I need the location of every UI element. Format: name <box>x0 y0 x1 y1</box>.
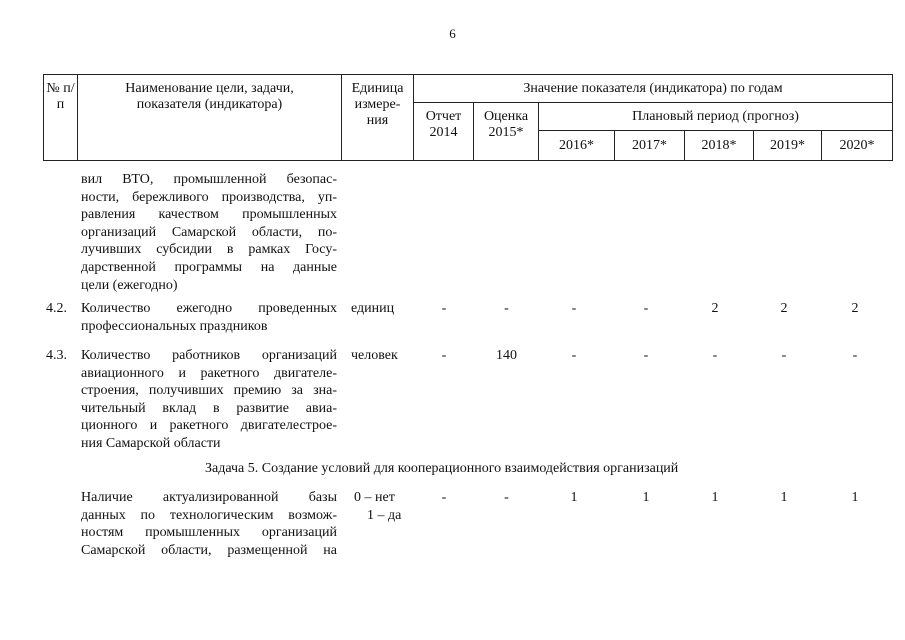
header-estimate: Оценка 2015* <box>474 103 539 161</box>
row-number: 4.3. <box>46 348 67 363</box>
row-value: 1 <box>711 490 719 505</box>
row-value: 1 <box>780 490 788 505</box>
row-value: - <box>441 301 447 316</box>
row-value: - <box>441 348 447 363</box>
row-value: 2 <box>780 301 788 316</box>
row-value: - <box>571 348 577 363</box>
row-value: 1 <box>570 490 578 505</box>
row-description: Количество работников организаций авиационного и ракетного двигателе- строения, получивших премию за зна- чительный вклад в развитие авиа- ционного и ракетного двигателестрое- ния Самарской области <box>81 348 337 451</box>
header-name: Наименование цели, задачи, показателя (индикатора) <box>78 75 342 161</box>
header-report: Отчет 2014 <box>414 103 474 161</box>
row-value: - <box>781 348 787 363</box>
continued-description: вил ВТО, промышленной безопас- ности, бережливого производства, уп- равления качеством промышленных организаций Самарской области, по- лучивших субсидии в рамках Госу- дарственной программы на данные цели (ежегодно) <box>81 172 337 293</box>
row-value: 1 <box>642 490 650 505</box>
row-value: - <box>643 301 649 316</box>
header-unit: Единица измере- ния <box>342 75 414 161</box>
row-unit: 0 – нет 1 – да <box>354 490 402 523</box>
header-year: 2016* <box>539 131 615 161</box>
row-value: 2 <box>851 301 859 316</box>
row-value: 2 <box>711 301 719 316</box>
row-value: 1 <box>851 490 859 505</box>
row-description: Наличие актуализированной базы данных по технологическим возмож- ностям промышленных организаций Самарской области, размещенной на <box>81 490 337 558</box>
row-description: Количество ежегодно проведенных профессиональных праздников <box>81 301 337 334</box>
row-unit: человек <box>351 348 398 363</box>
header-year: 2020* <box>822 131 893 161</box>
row-value: - <box>852 348 858 363</box>
row-value: - <box>441 490 447 505</box>
row-value: - <box>571 301 577 316</box>
row-value: - <box>712 348 718 363</box>
header-values-title: Значение показателя (индикатора) по годам <box>414 75 893 103</box>
row-value: 140 <box>496 348 517 363</box>
row-number: 4.2. <box>46 301 67 316</box>
table-header <box>43 74 893 161</box>
row-value: - <box>504 490 509 505</box>
task-heading: Задача 5. Создание условий для кооперационного взаимодействия организаций <box>205 461 679 476</box>
page-number: 6 <box>449 26 456 41</box>
header-planned: Плановый период (прогноз) <box>539 103 893 131</box>
header-num: № п/п <box>44 75 78 161</box>
header-year: 2018* <box>685 131 754 161</box>
row-unit: единиц <box>351 301 395 316</box>
row-value: - <box>643 348 649 363</box>
header-year: 2019* <box>754 131 822 161</box>
header-year: 2017* <box>615 131 685 161</box>
row-value: - <box>504 301 509 316</box>
